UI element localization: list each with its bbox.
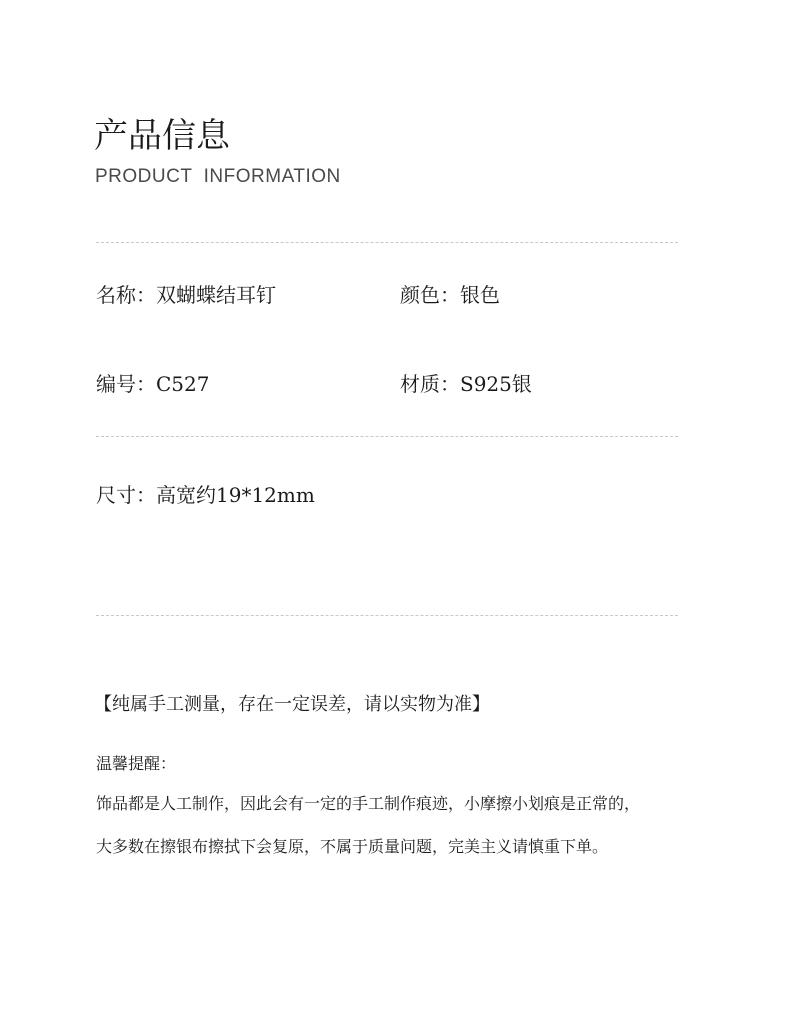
- divider: [96, 615, 678, 616]
- product-color-field: 颜色：银色: [400, 283, 500, 307]
- product-code-field: 编号：C527: [96, 372, 210, 396]
- tips-title: 温馨提醒：: [96, 754, 177, 773]
- tips-line: 大多数在擦银布擦拭下会复原，不属于质量问题，完美主义请慎重下单。: [96, 837, 609, 856]
- measurement-notice: 【纯属手工测量，存在一定误差，请以实物为准】: [94, 694, 490, 715]
- page-title: 产品信息: [94, 116, 230, 156]
- page-subtitle: PRODUCT INFORMATION: [95, 166, 341, 187]
- divider: [96, 242, 678, 243]
- divider: [96, 436, 678, 437]
- product-name-field: 名称：双蝴蝶结耳钉: [96, 283, 276, 307]
- product-material-field: 材质：S925银: [400, 372, 532, 396]
- product-size-field: 尺寸：高宽约19*12mm: [96, 483, 315, 507]
- tips-line: 饰品都是人工制作，因此会有一定的手工制作痕迹，小摩擦小划痕是正常的，: [96, 794, 641, 813]
